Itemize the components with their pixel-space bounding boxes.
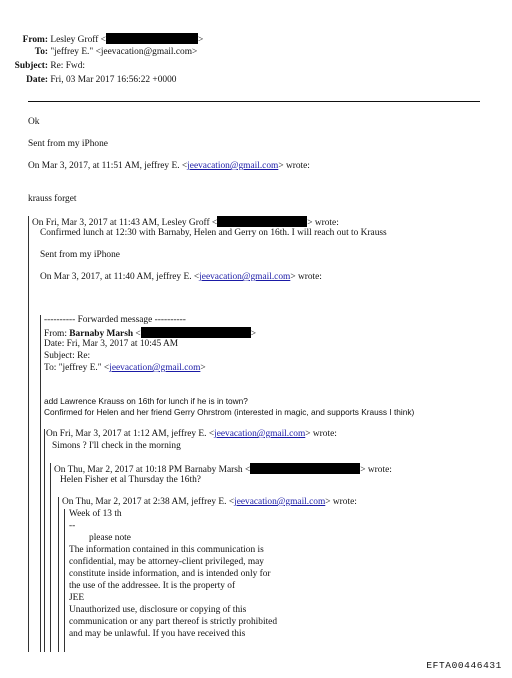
- quote-header: On Thu, Mar 2, 2017 at 2:38 AM, jeffrey E. <jeevacation@gmail.com> wrote:: [62, 497, 357, 507]
- forward-date: Date: Fri, Mar 3, 2017 at 10:45 AM: [44, 339, 179, 349]
- from-value: Lesley Groff <: [50, 35, 106, 45]
- disclaimer-line: the use of the addressee. It is the property of: [69, 581, 236, 591]
- disclaimer-line: JEE: [69, 593, 85, 603]
- email-link[interactable]: jeevacation@gmail.com: [109, 363, 201, 373]
- signature: Sent from my iPhone: [40, 250, 120, 260]
- date-row: [0, 75, 176, 87]
- redaction-bar: [250, 463, 360, 474]
- to-label: To:: [34, 47, 48, 57]
- subject-value: Re: Fwd:: [50, 61, 85, 71]
- quote-bar: [64, 509, 65, 652]
- quote-header: On Fri, Mar 3, 2017 at 11:43 AM, Lesley Groff < > wrote:: [32, 218, 339, 228]
- quote-header: On Fri, Mar 3, 2017 at 1:12 AM, jeffrey E. <jeevacation@gmail.com> wrote:: [46, 429, 337, 439]
- quote-header: On Mar 3, 2017, at 11:40 AM, jeffrey E. <jeevacation@gmail.com> wrote:: [40, 272, 322, 282]
- disclaimer-line: The information contained in this communication is: [69, 545, 264, 555]
- quote-bar: [44, 429, 45, 652]
- quote-bar: [50, 463, 51, 652]
- quote-header: On Thu, Mar 2, 2017 at 10:18 PM Barnaby Marsh < > wrote:: [54, 465, 392, 475]
- forward-subject: Subject: Re:: [44, 351, 91, 361]
- message-text: Confirmed for Helen and her friend Gerry Ohrstrom (interested in magic, and supports Krauss I think): [44, 407, 415, 417]
- quote-header: On Mar 3, 2017, at 11:51 AM, jeffrey E. <jeevacation@gmail.com> wrote:: [28, 161, 310, 171]
- message-text: krauss forget: [28, 194, 77, 204]
- redaction-bar: [217, 216, 307, 227]
- disclaimer-line: and may be unlawful. If you have received this: [69, 629, 246, 639]
- message-text: Helen Fisher et al Thursday the 16th?: [60, 475, 201, 485]
- redaction-bar: [141, 327, 251, 338]
- subject-label: Subject:: [14, 61, 48, 71]
- email-link[interactable]: jeevacation@gmail.com: [199, 272, 291, 282]
- to-row: [0, 47, 197, 59]
- forward-to: To: "jeffrey E." <jeevacation@gmail.com>: [44, 363, 206, 373]
- subject-row: [0, 61, 85, 73]
- reply-ok: Ok: [28, 117, 40, 127]
- disclaimer-line: confidential, may be attorney-client privileged, may: [69, 557, 264, 567]
- date-label: Date:: [26, 75, 48, 85]
- from-row: From: Lesley Groff < >: [0, 33, 203, 47]
- date-value: Fri, 03 Mar 2017 16:56:22 +0000: [50, 75, 177, 85]
- to-value: "jeffrey E." <jeevacation@gmail.com>: [50, 47, 198, 57]
- disclaimer-line: communication or any part thereof is strictly prohibited: [69, 617, 278, 627]
- forward-separator: ---------- Forwarded message ----------: [44, 315, 186, 325]
- email-link[interactable]: jeevacation@gmail.com: [187, 161, 279, 171]
- message-text: add Lawrence Krauss on 16th for lunch if he is in town?: [44, 396, 248, 406]
- signature-separator: --: [69, 521, 76, 531]
- email-link[interactable]: jeevacation@gmail.com: [214, 429, 306, 439]
- quote-bar: [28, 216, 29, 652]
- from-label: From:: [22, 35, 48, 45]
- message-text: Confirmed lunch at 12:30 with Barnaby, Helen and Gerry on 16th. I will reach out to Krauss: [40, 228, 387, 238]
- quote-bar: [58, 497, 59, 652]
- signature: Sent from my iPhone: [28, 139, 108, 149]
- disclaimer-line: constitute inside information, and is intended only for: [69, 569, 271, 579]
- disclaimer-title: please note: [89, 533, 131, 543]
- document-id: EFTA00446431: [426, 660, 502, 671]
- email-link[interactable]: jeevacation@gmail.com: [234, 497, 326, 507]
- disclaimer-line: Unauthorized use, disclosure or copying of this: [69, 605, 247, 615]
- message-text: Week of 13 th: [69, 509, 122, 519]
- forward-from: From: Barnaby Marsh < >: [44, 329, 257, 339]
- header-divider: [28, 101, 480, 102]
- redaction-bar: [106, 33, 198, 44]
- message-text: Simons ? I'll check in the morning: [52, 441, 181, 451]
- quote-bar: [40, 315, 41, 652]
